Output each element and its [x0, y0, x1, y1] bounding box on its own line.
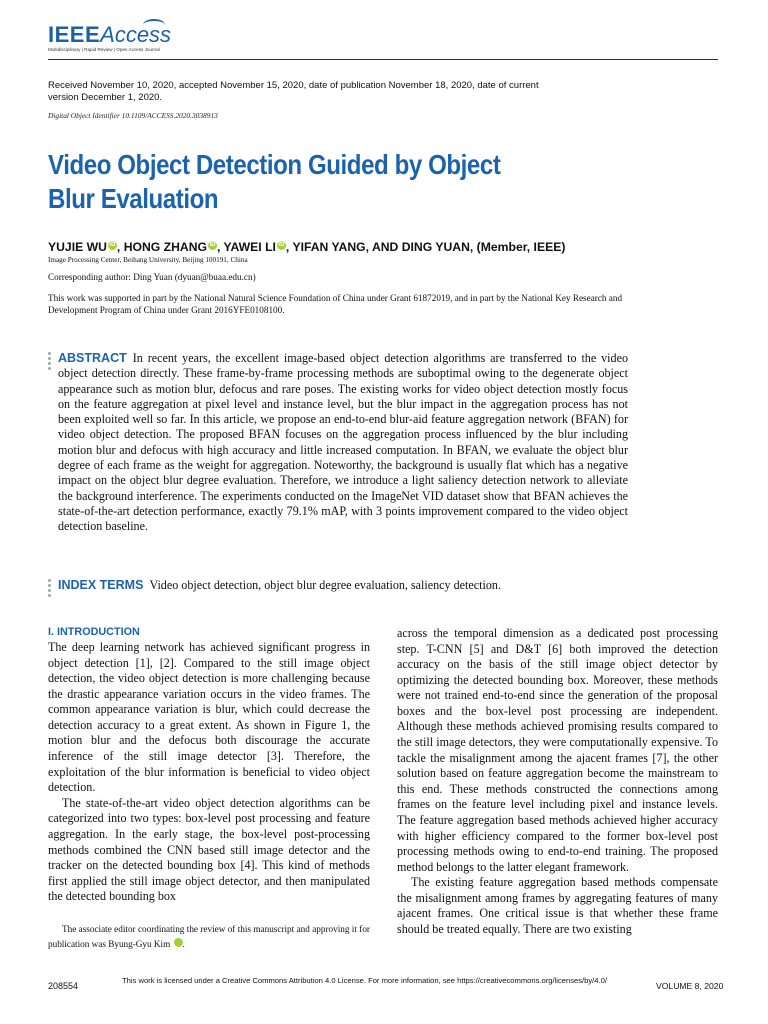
volume-info: VOLUME 8, 2020 — [656, 981, 724, 991]
section-marker-icon — [48, 579, 52, 599]
author-name: , YIFAN YANG, AND DING YUAN, (Member, IEEE) — [285, 240, 566, 254]
journal-logo — [48, 24, 171, 46]
page-number: 208554 — [48, 981, 79, 991]
license-notice[interactable]: This work is licensed under a Creative Commons Attribution 4.0 License. For more information, see https://creativecommons.org/licenses/by/4.0/ — [122, 976, 607, 985]
orcid-icon[interactable]: iD — [278, 241, 285, 248]
author-name: , HONG ZHANG — [116, 240, 207, 254]
paragraph: The existing feature aggregation based methods compensate the misalignment among frames by aggregating features of many ajacent frames. One critical issue is that whether these frame should be treated equally. There are two existing — [397, 875, 718, 936]
logo-swoosh-icon — [143, 19, 165, 31]
orcid-icon[interactable]: iD — [109, 241, 116, 248]
author-name: , YAWEI LI — [216, 240, 276, 254]
author-name: YUJIE WU — [48, 240, 107, 254]
footnote-text: The associate editor coordinating the review of this manuscript and approving it for publication was Byung-Gyu Kim — [48, 924, 370, 949]
abstract — [58, 351, 628, 535]
publication-dates: Received November 10, 2020, accepted November 15, 2020, date of publication November 18, 2020, date of current version December 1, 2020. — [48, 80, 539, 103]
right-column — [397, 626, 718, 938]
funding-statement: This work was supported in part by the National Natural Science Foundation of China under Grant 61872019, and in part by the National Key Research and Development Program of China under Grant 2016YFE0108100. — [48, 293, 623, 315]
author-list — [48, 240, 748, 254]
index-terms-text: Video object detection, object blur degree evaluation, saliency detection. — [149, 578, 501, 592]
paragraph: across the temporal dimension as a dedicated post processing step. T-CNN [5] and D&T [6] both improved the detection accuracy on the basis of the still image object detector by optimizing the detected bounding box. Moreover, these methods were not trained end-to-end since the generation of the proposal boxes and the box-level post processing are independent. Although these methods achieved promising results compared to the still image detectors, they were computationally expensive. To tackle the misalignment among the ajacent frames [7], the other solution based on feature aggregation become the mainstream to this end. These methods constructed the connections among frames on the feature level including pixel and instance levels. The feature aggregation based methods achieved higher accuracy with higher efficiency compared to the former box-level post processing methods owing to end-to-end training. The proposed method belongs to the latter elegant framework. — [397, 626, 718, 874]
editor-footnote: The associate editor coordinating the review of this manuscript and approving it for publication was Byung-Gyu Kim iD. — [48, 924, 370, 949]
section-marker-icon — [48, 352, 52, 372]
orcid-icon[interactable]: iD — [209, 241, 216, 248]
abstract-heading: ABSTRACT — [58, 351, 127, 365]
logo-access: Access — [100, 22, 172, 47]
paragraph: The deep learning network has achieved significant progress in object detection [1], [2]. Compared to the still image object detection, the video object detection is more challenging because the drastic appearance variation occurs in the video frames. The common appearance variation is blur, which could decrease the detection accuracy to a great extent. As shown in Figure 1, the motion blur and the defocus both discourage the accurate inference of the still image detector [3]. Therefore, the exploitation of the blur information is beneficial to video object detection. — [48, 640, 370, 795]
orcid-icon[interactable]: iD — [174, 938, 183, 947]
logo-ieee: IEEE — [48, 22, 101, 47]
header-divider — [48, 59, 718, 60]
affiliation: Image Processing Center, Beihang University, Beijing 100191, China — [48, 256, 248, 264]
abstract-text: In recent years, the excellent image-based object detection algorithms are transferred to the video object detection directly. These frame-by-frame processing methods are suboptimal owing to the degenerate object appearance such as motion blur, defocus and rare poses. The existing works for video object detection mostly focus on the feature aggregation at pixel level and instance level, but the blur impact in the aggregation process has not been exploited well so far. In this article, we propose an end-to-end blur-aid feature aggregation network (BFAN) for video object detection. The proposed BFAN focuses on the aggregation process influenced by the blur including motion blur and defocus with high accuracy and little increased computation. In BFAN, we evaluate the object blur degree of each frame as the weight for aggregation. Noteworthy, the background is usually flat which has a negative impact on the object blur degree evaluation. Therefore, we introduce a light saliency detection network to alleviate the background interference. The experiments conducted on the ImageNet VID dataset show that BFAN achieves the state-of-the-art detection performance, exactly 79.1% mAP, with 3 points improvement compared to the video object detection baseline. — [58, 351, 628, 534]
section-heading: I. INTRODUCTION — [48, 626, 140, 638]
doi[interactable]: Digital Object Identifier 10.1109/ACCESS.2020.3038913 — [48, 111, 218, 120]
index-terms — [58, 578, 718, 593]
index-terms-heading: INDEX TERMS — [58, 578, 144, 592]
paragraph: The state-of-the-art video object detection algorithms can be categorized into two types: box-level post processing and feature aggregation. In the early stage, the box-level post-processing methods combined the CNN based still image detector and the tracker on the detected bounding box [4]. This kind of methods first applied the still image object detector, and then manipulated the detected bounding box — [48, 795, 370, 904]
journal-tagline: Multidisciplinary | Rapid Review | Open Access Journal — [48, 47, 160, 52]
left-column — [48, 626, 370, 905]
paper-title: Video Object Detection Guided by Object Blur Evaluation — [48, 149, 501, 214]
corresponding-author: Corresponding author: Ding Yuan (dyuan@buaa.edu.cn) — [48, 272, 256, 282]
